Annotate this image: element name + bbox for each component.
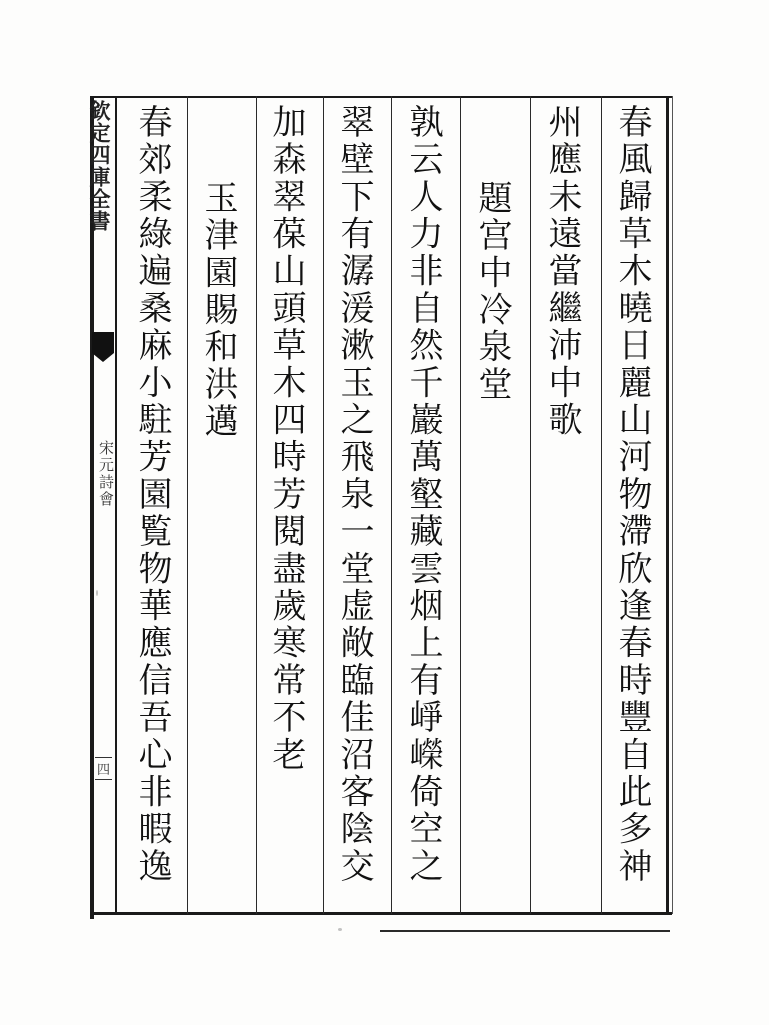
column-rule [530,96,531,914]
column-rule [256,96,257,914]
frame-right-border [666,96,669,914]
frame-top-border [92,96,672,98]
page-number: 四 [95,757,112,780]
text-column-2: 州應未遠當繼沛中歌 [542,104,582,439]
text-column-5: 翠壁下有潺湲漱玉之飛泉一堂虚敞臨佳沼客陰交 [334,104,374,886]
scan-smudge [338,928,342,931]
fishtail-ornament-icon [92,332,114,362]
text-column-6: 加森翠葆山頭草木四時芳閱盡歲寒常不老 [266,104,306,774]
book-subtitle: 宋元詩會 [97,440,115,508]
text-column-8: 春郊柔綠遍桑麻小駐芳園覧物華應信吾心非暇逸 [132,104,172,886]
column-rule [323,96,324,914]
text-column-1: 春風歸草木曉日麗山河物滯欣逢春時豐自此多神 [612,104,652,886]
frame-bottom-secondary-border [380,930,670,932]
frame-right-outer-border [672,96,673,914]
column-rule [460,96,461,914]
column-rule [601,96,602,914]
column-rule [391,96,392,914]
book-title: 欽定四庫全書 [87,100,112,232]
poem-title-column: 題宫中冷泉堂 [472,180,512,404]
column-rule [187,96,188,914]
frame-bottom-border [92,912,672,915]
text-column-4: 孰云人力非自然千巖萬壑藏雲烟上有崢嶸倚空之 [403,104,443,886]
scan-smudge [96,590,98,596]
poem-title-column: 玉津園賜和洪邁 [198,180,238,441]
